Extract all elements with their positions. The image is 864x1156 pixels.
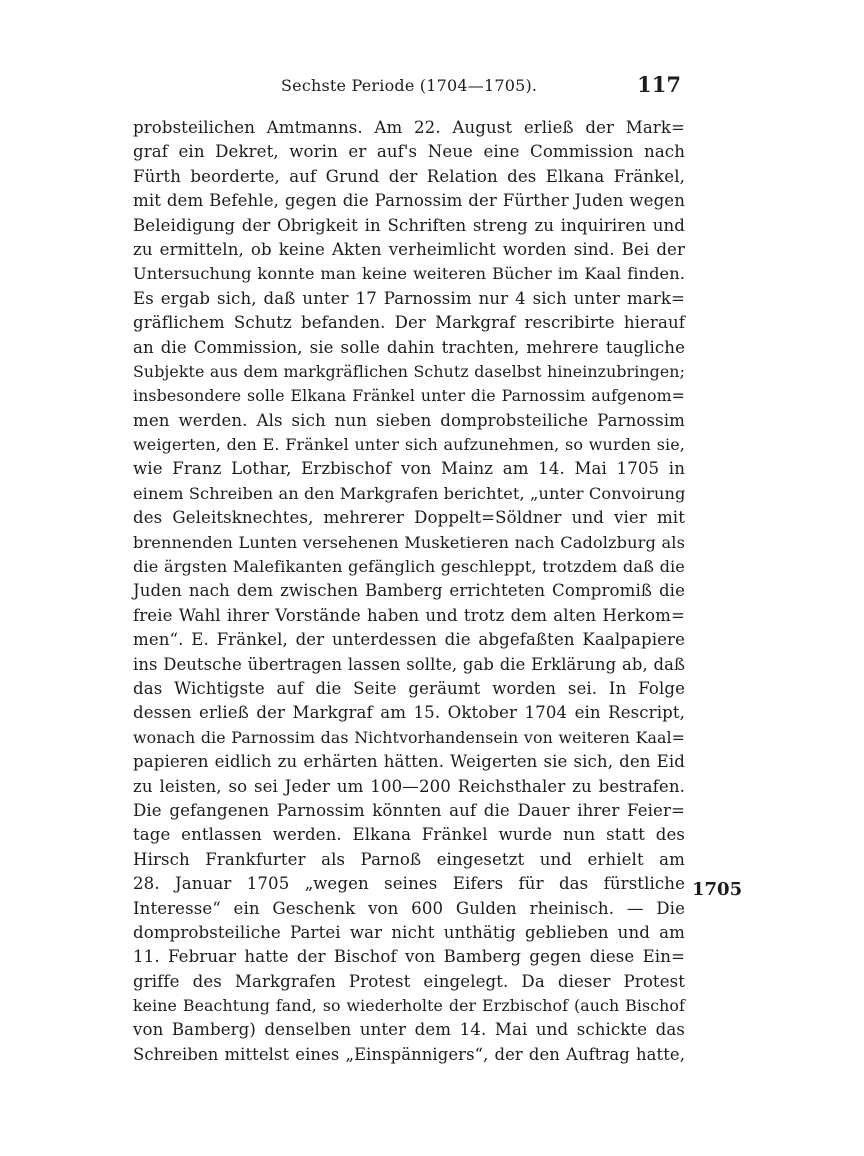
text-line: von Bamberg) denselben unter dem 14. Mai und schickte das <box>133 1020 685 1040</box>
text-line: Juden nach dem zwischen Bamberg errichteten Compromiß die <box>133 581 685 601</box>
text-line: des Geleitsknechtes, mehrerer Doppelt=Söldner und vier mit <box>133 508 685 528</box>
text-line: insbesondere solle Elkana Fränkel unter die Parnossim aufgenom= <box>133 386 685 406</box>
text-line: an die Commission, sie solle dahin trachten, mehrere taugliche <box>133 337 685 357</box>
text-line: Es ergab sich, daß unter 17 Parnossim nur 4 sich unter mark= <box>133 288 685 308</box>
text-line: keine Beachtung fand, so wiederholte der Erzbischof (auch Bischof <box>133 996 685 1016</box>
text-line: men“. E. Fränkel, der unterdessen die abgefaßten Kaalpapiere <box>133 630 685 650</box>
text-line: Fürth beorderte, auf Grund der Relation des Elkana Fränkel, <box>133 166 685 186</box>
text-line: griffe des Markgrafen Protest eingelegt. Da dieser Protest <box>133 971 685 991</box>
text-line: weigerten, den E. Fränkel unter sich aufzunehmen, so wurden sie, <box>133 435 685 455</box>
running-head: Sechste Periode (1704—1705). <box>281 76 538 95</box>
text-line: freie Wahl ihrer Vorstände haben und trotz dem alten Herkom= <box>133 605 685 625</box>
text-line: Untersuchung konnte man keine weiteren Bücher im Kaal finden. <box>133 264 685 284</box>
text-line: papieren eidlich zu erhärten hätten. Weigerten sie sich, den Eid <box>133 752 685 772</box>
text-line: men werden. Als sich nun sieben domprobsteiliche Parnossim <box>133 410 685 430</box>
text-line: 11. Februar hatte der Bischof von Bamberg gegen diese Ein= <box>133 947 685 967</box>
text-line: probsteilichen Amtmanns. Am 22. August erließ der Mark= <box>133 118 685 137</box>
text-line: Interesse“ ein Geschenk von 600 Gulden rheinisch. — Die <box>133 898 685 918</box>
text-line: Subjekte aus dem markgräflichen Schutz daselbst hineinzubringen; <box>133 361 685 381</box>
text-line: Schreiben mittelst eines „Einspännigers“, der den Auftrag hatte, <box>133 1044 685 1064</box>
text-line: ins Deutsche übertragen lassen sollte, gab die Erklärung ab, daß <box>133 654 685 674</box>
text-line: graf ein Dekret, worin er auf's Neue eine Commission nach <box>133 142 685 162</box>
text-line: Hirsch Frankfurter als Parnoß eingesetzt und erhielt am <box>133 849 685 869</box>
text-line: zu leisten, so sei Jeder um 100—200 Reichsthaler zu bestrafen. <box>133 776 685 796</box>
text-line: wie Franz Lothar, Erzbischof von Mainz am 14. Mai 1705 in <box>133 459 685 479</box>
text-line: einem Schreiben an den Markgrafen berichtet, „unter Convoirung <box>133 483 686 503</box>
text-line: gräflichem Schutz befanden. Der Markgraf rescribirte hierauf <box>133 313 685 333</box>
text-line: mit dem Befehle, gegen die Parnossim der Fürther Juden wegen <box>133 191 685 211</box>
text-line: zu ermitteln, ob keine Akten verheimlicht worden sind. Bei der <box>133 239 685 259</box>
text-line: wonach die Parnossim das Nichtvorhandensein von weiteren Kaal= <box>133 727 685 747</box>
text-line: brennenden Lunten versehenen Musketieren nach Cadolzburg als <box>133 532 685 552</box>
text-line: domprobsteiliche Partei war nicht unthätig geblieben und am <box>133 922 685 942</box>
text-line: dessen erließ der Markgraf am 15. Oktober 1704 ein Rescript, <box>133 703 685 723</box>
page-header <box>133 72 683 102</box>
body-text <box>133 116 685 1067</box>
text-line: Die gefangenen Parnossim könnten auf die Dauer ihrer Feier= <box>133 800 685 820</box>
text-line: Beleidigung der Obrigkeit in Schriften streng zu inquiriren und <box>133 215 685 235</box>
text-line: 28. Januar 1705 „wegen seines Eifers für das fürstliche <box>133 874 685 894</box>
text-line: tage entlassen werden. Elkana Fränkel wurde nun statt des <box>133 825 685 845</box>
text-line: das Wichtigste auf die Seite geräumt worden sei. In Folge <box>133 678 685 698</box>
margin-year-note: 1705 <box>692 879 743 900</box>
text-line: die ärgsten Malefikanten gefänglich geschleppt, trotzdem daß die <box>133 557 685 577</box>
page-number: 117 <box>637 72 681 97</box>
